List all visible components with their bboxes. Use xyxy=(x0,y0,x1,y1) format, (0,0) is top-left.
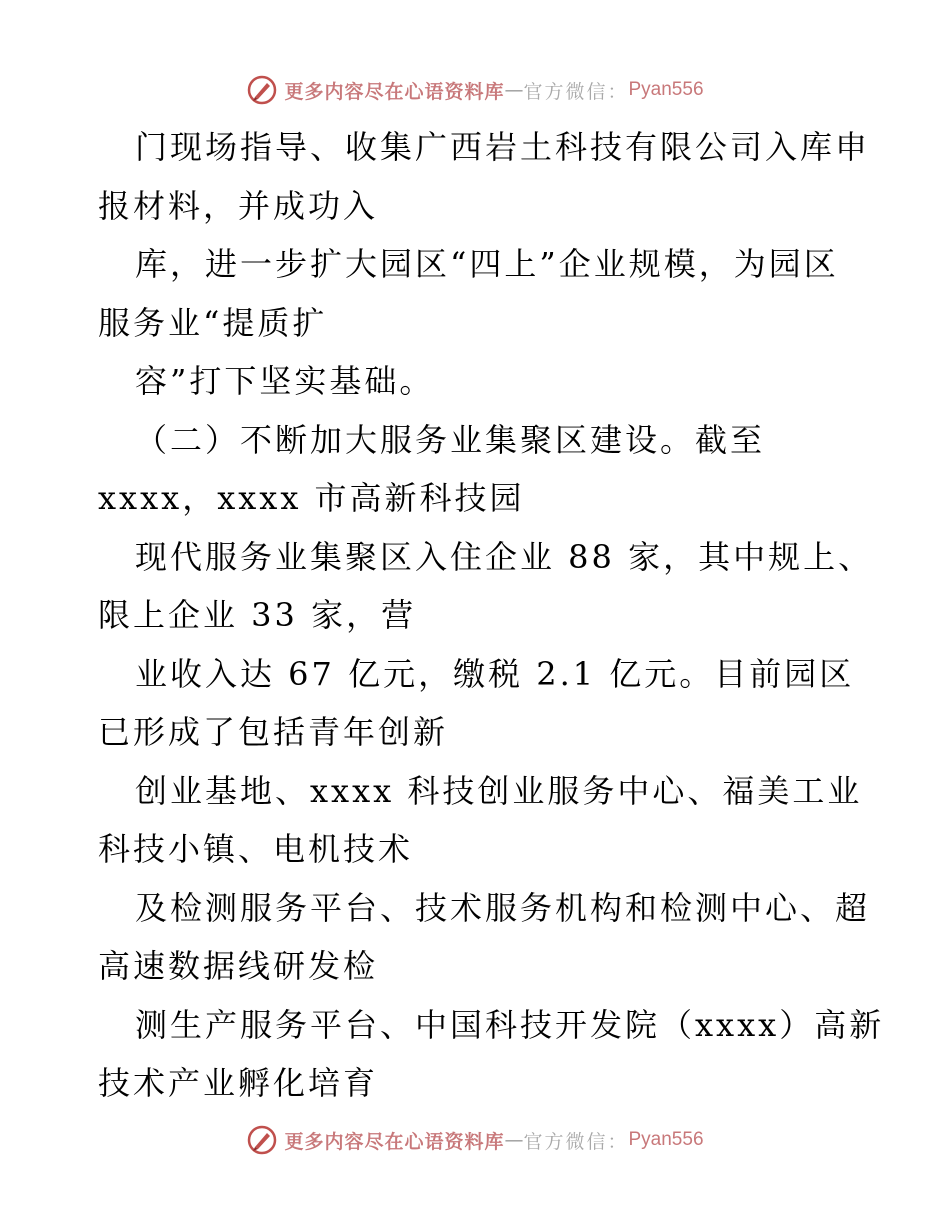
text-line: 现代服务业集聚区入住企业 88 家，其中规上、 xyxy=(135,537,874,576)
watermark-id: Pyan556 xyxy=(628,79,704,100)
header-watermark xyxy=(0,70,950,110)
text-line: 门现场指导、收集广西岩土科技有限公司入库申 xyxy=(135,128,871,166)
text-line: xxxx，xxxx 市高新科技园 xyxy=(98,479,525,517)
watermark-id: Pyan556 xyxy=(628,1129,704,1150)
text-line: 高速数据线研发检 xyxy=(98,947,379,985)
text-line: 业收入达 67 亿元，缴税 2.1 亿元。目前园区 xyxy=(135,654,855,693)
text-line: 科技小镇、电机技术 xyxy=(98,830,414,868)
text-line: 已形成了包括青年创新 xyxy=(98,713,449,751)
watermark-official: 官方微信： xyxy=(523,80,629,103)
text-line: 容”打下坚实基础。 xyxy=(135,362,435,400)
watermark-official: 官方微信： xyxy=(523,1130,629,1153)
pen-logo-icon xyxy=(246,1124,278,1156)
text-line: （二）不断加大服务业集聚区建设。截至 xyxy=(135,420,766,459)
pen-logo-icon xyxy=(246,74,278,106)
text-line: 库，进一步扩大园区“四上”企业规模，为园区 xyxy=(135,245,839,283)
footer-watermark xyxy=(0,1120,950,1160)
watermark-text: 更多内容尽在心语资料库 xyxy=(284,1130,505,1153)
text-line: 创业基地、xxxx 科技创业服务中心、福美工业 xyxy=(135,771,863,810)
text-line: 测生产服务平台、中国科技开发院（xxxx）高新 xyxy=(135,1005,885,1044)
watermark-dash: — xyxy=(504,1129,524,1151)
text-line: 服务业“提质扩 xyxy=(98,303,328,342)
text-line: 限上企业 33 家，营 xyxy=(98,596,417,634)
text-line: 技术产业孵化培育 xyxy=(98,1064,379,1102)
watermark-dash: — xyxy=(504,79,524,101)
document-body xyxy=(98,118,885,1113)
watermark-text: 更多内容尽在心语资料库 xyxy=(284,80,505,103)
text-line: 及检测服务平台、技术服务机构和检测中心、超 xyxy=(135,888,871,927)
text-line: 报材料，并成功入 xyxy=(98,186,379,225)
